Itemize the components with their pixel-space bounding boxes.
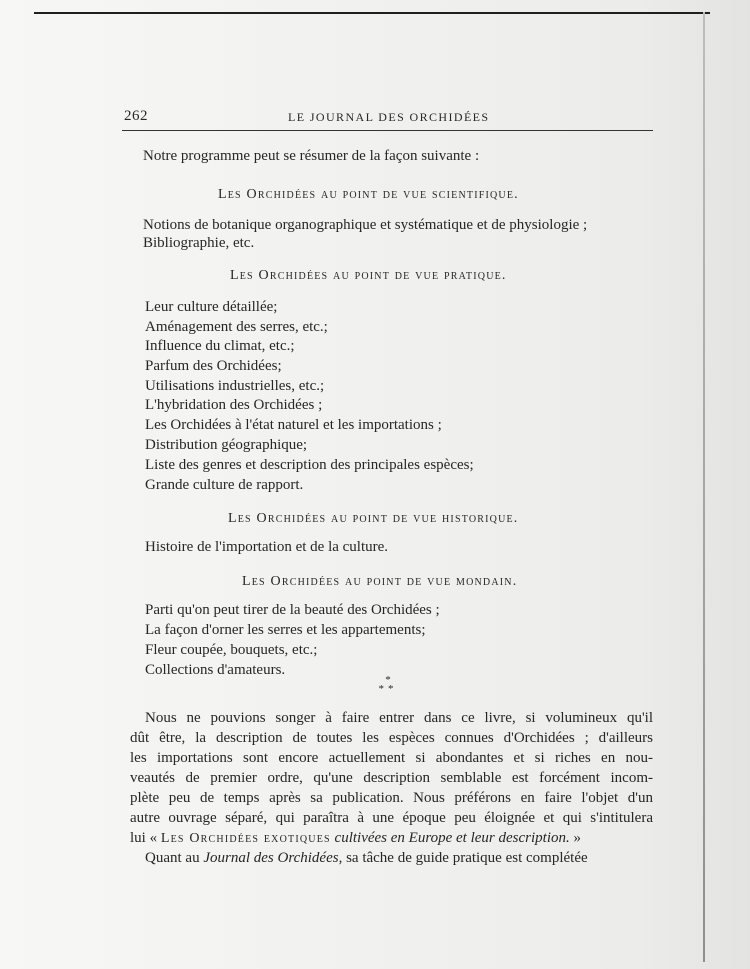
paragraph-line: les importations sont encore actuellement si abondantes et si riches en nou-	[130, 750, 653, 766]
list-item: Liste des genres et description des principales espèces;	[145, 457, 474, 473]
list-item: La façon d'orner les serres et les appartements;	[145, 622, 426, 638]
running-head: LE JOURNAL DES ORCHIDÉES	[288, 110, 490, 124]
list-item: Leur culture détaillée;	[145, 299, 278, 315]
section-heading-pratique: Les Orchidées au point de vue pratique.	[230, 268, 507, 283]
scan-right-edge	[703, 12, 705, 962]
paragraph-line: plète peu de temps après sa publication. Nous préférons en faire l'objet d'un	[130, 790, 653, 806]
section-heading-scientifique: Les Orchidées au point de vue scientifique.	[218, 187, 519, 202]
paragraph-line: autre ouvrage séparé, qui paraîtra à une époque peu éloignée et qui s'intitulera	[130, 810, 653, 826]
section-heading-historique: Les Orchidées au point de vue historique.	[228, 511, 519, 526]
paragraph-line: Nous ne pouvions songer à faire entrer dans ce livre, si volumineux qu'il	[145, 710, 653, 726]
list-item: Parti qu'on peut tirer de la beauté des Orchidées ;	[145, 602, 440, 618]
paragraph-line: dût être, la description de toutes les espèces connues d'Orchidées ; d'ailleurs	[130, 730, 653, 746]
paragraph-line: veautés de premier ordre, qu'une description semblable est forcément incom-	[130, 770, 653, 786]
list-item: Utilisations industrielles, etc.;	[145, 378, 325, 394]
list-item: Les Orchidées à l'état naturel et les importations ;	[145, 417, 442, 433]
page-number: 262	[124, 108, 148, 124]
list-item: Bibliographie, etc.	[143, 235, 255, 251]
header-rule	[122, 130, 653, 131]
list-item: Notions de botanique organographique et systématique et de physiologie ;	[143, 217, 588, 233]
intro-line: Notre programme peut se résumer de la façon suivante :	[143, 148, 480, 164]
list-item: Aménagement des serres, etc.;	[145, 319, 328, 335]
asterism-separator: * **	[378, 674, 398, 695]
journal-title-italic: Journal des Orchidées,	[203, 850, 343, 866]
list-item: Influence du climat, etc.;	[145, 338, 295, 354]
paragraph-line: Quant au Journal des Orchidées, sa tâche de guide pratique est complétée	[145, 850, 588, 866]
section-heading-mondain: Les Orchidées au point de vue mondain.	[242, 574, 518, 589]
list-item: Distribution géographique;	[145, 437, 308, 453]
list-item: L'hybridation des Orchidées ;	[145, 397, 323, 413]
list-item: Parfum des Orchidées;	[145, 358, 282, 374]
list-item: Fleur coupée, bouquets, etc.;	[145, 642, 318, 658]
list-item: Histoire de l'importation et de la culture.	[145, 539, 389, 555]
book-title-smallcaps: Les Orchidées exotiques	[160, 831, 331, 846]
paragraph-line: lui « Les Orchidées exotiques cultivées en Europe et leur description. »	[130, 830, 581, 846]
list-item: Grande culture de rapport.	[145, 477, 304, 493]
book-title-italic: cultivées en Europe et leur description.	[334, 830, 570, 846]
list-item: Collections d'amateurs.	[145, 662, 286, 678]
scan-top-edge	[34, 12, 710, 14]
